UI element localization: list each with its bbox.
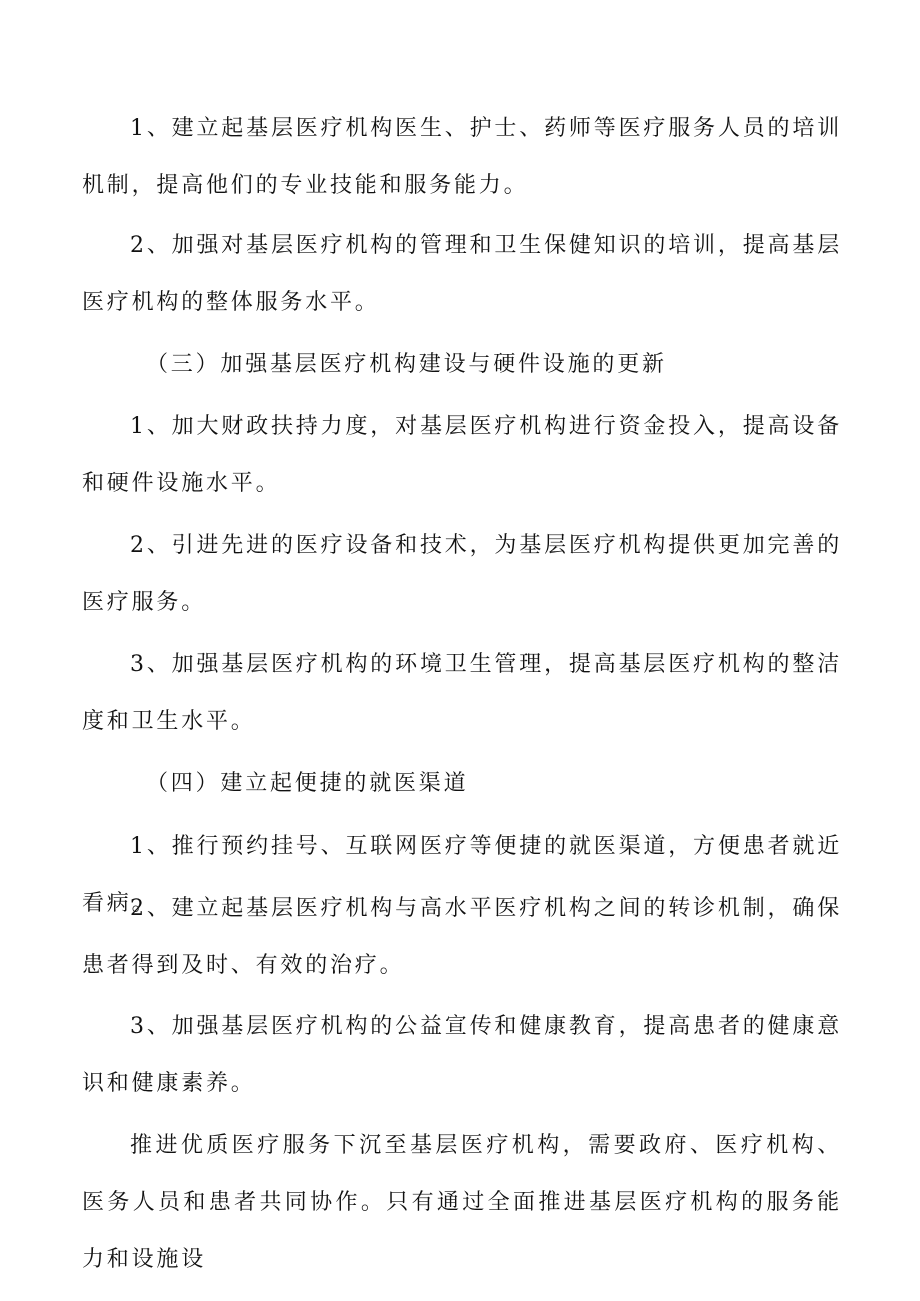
paragraph-online-appointment: 1、推行预约挂号、互联网医疗等便捷的就医渠道，方便患者就近看病。 [82,834,842,916]
paragraph-environment-hygiene: 3、加强基层医疗机构的环境卫生管理，提高基层医疗机构的整洁度和卫生水平。 [82,652,842,734]
paragraph-financial-support: 1、加大财政扶持力度，对基层医疗机构进行资金投入，提高设备和硬件设施水平。 [82,414,842,496]
paragraph-conclusion: 推进优质医疗服务下沉至基层医疗机构，需要政府、医疗机构、医务人员和患者共同协作。只有通过全面推进基层医疗机构的服务能力和设施设 [82,1133,842,1272]
section-heading-3: （三）加强基层医疗机构建设与硬件设施的更新 [146,352,667,377]
paragraph-management-training: 2、加强对基层医疗机构的管理和卫生保健知识的培训，提高基层医疗机构的整体服务水平。 [82,233,842,315]
paragraph-advanced-equipment: 2、引进先进的医疗设备和技术，为基层医疗机构提供更加完善的医疗服务。 [82,533,842,615]
paragraph-training-mechanism: 1、建立起基层医疗机构医生、护士、药师等医疗服务人员的培训机制，提高他们的专业技能和服务能力。 [82,116,842,198]
paragraph-referral-mechanism: 2、建立起基层医疗机构与高水平医疗机构之间的转诊机制，确保患者得到及时、有效的治疗。 [82,896,842,978]
section-heading-4: （四）建立起便捷的就医渠道 [146,771,469,796]
paragraph-health-education: 3、加强基层医疗机构的公益宣传和健康教育，提高患者的健康意识和健康素养。 [82,1014,842,1096]
